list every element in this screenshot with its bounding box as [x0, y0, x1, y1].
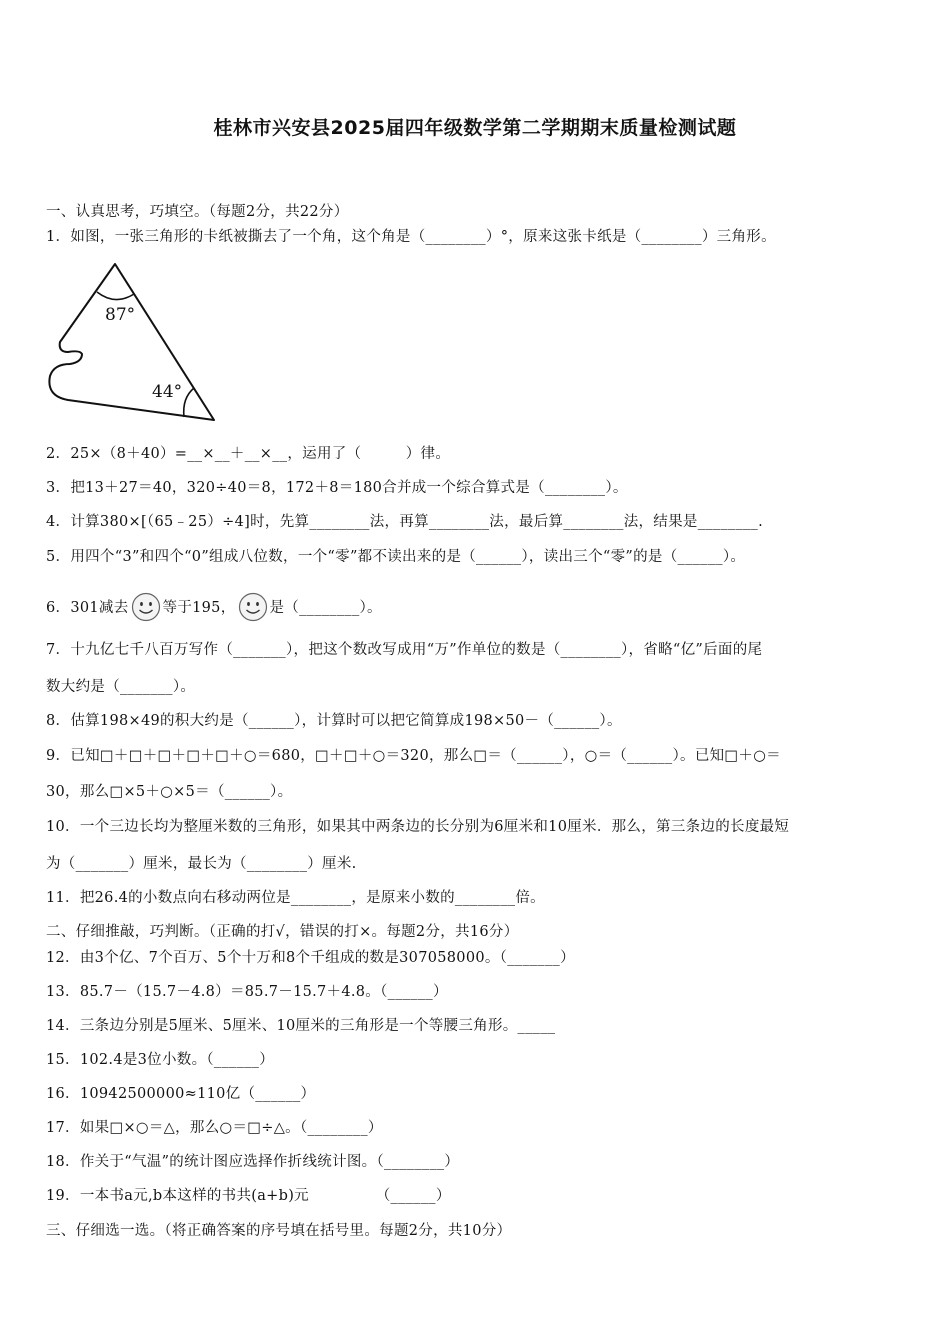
section-2-heading: 二、仔细推敲，巧判断。（正确的打√，错误的打×。每题2分，共16分）	[46, 924, 519, 940]
page-title: 桂林市兴安县2025届四年级数学第二学期期末质量检测试题	[213, 117, 737, 139]
section-1-heading: 一、认真思考，巧填空。（每题2分，共22分）	[46, 204, 349, 220]
question-1: 1．如图，一张三角形的卡纸被撕去了一个角，这个角是（________）°，原来这张卡纸是（________）三角形。	[46, 229, 776, 245]
question-16: 16．10942500000≈110亿（______）	[46, 1086, 316, 1102]
question-8: 8．估算198×49的积大约是（______），计算时可以把它简算成198×50－（______）。	[46, 713, 622, 729]
question-6-part1: 6．301减去	[46, 600, 129, 616]
question-6	[46, 592, 382, 622]
smiley-face-icon	[238, 592, 268, 622]
question-18: 18．作关于“气温”的统计图应选择作折线统计图。（________）	[46, 1154, 460, 1170]
question-2: 2．25×（8＋40）=__×__＋__×__，运用了（ ）律。	[46, 446, 451, 462]
torn-triangle-outline	[49, 264, 214, 420]
top-angle-arc	[97, 292, 134, 300]
question-10-line-1: 10．一个三边长均为整厘米数的三角形，如果其中两条边的长分别为6厘米和10厘米．那么，第三条边的长度最短	[46, 819, 790, 835]
angle-44-label: 44°	[152, 382, 183, 402]
section-3-heading: 三、仔细选一选。（将正确答案的序号填在括号里。每题2分，共10分）	[46, 1223, 512, 1239]
angle-87-label: 87°	[105, 305, 136, 325]
question-17: 17．如果□×○＝△，那么○＝□÷△。（________）	[46, 1120, 383, 1136]
question-7-line-1: 7．十九亿七千八百万写作（_______），把这个数改写成用“万”作单位的数是（________），省略“亿”后面的尾	[46, 642, 763, 658]
question-19: 19．一本书a元,b本这样的书共(a+b)元 （______）	[46, 1188, 451, 1204]
question-7-line-2: 数大约是（_______）。	[46, 679, 196, 695]
question-9-line-1: 9．已知□＋□＋□＋□＋□＋○＝680，□＋□＋○＝320，那么□＝（______），○＝（______）。已知□＋○＝	[46, 748, 781, 764]
question-4: 4．计算380×[（65﹣25）÷4]时，先算________法，再算________法，最后算________法，结果是________.	[46, 514, 763, 530]
question-9-line-2: 30，那么□×5＋○×5＝（______）。	[46, 784, 293, 800]
question-6-part3: 是（________）。	[269, 600, 382, 616]
question-10-line-2: 为（_______）厘米，最长为（________）厘米.	[46, 856, 357, 872]
torn-triangle-figure	[44, 258, 220, 428]
question-5: 5．用四个“3”和四个“0”组成八位数，一个“零”都不读出来的是（______），读出三个“零”的是（______）。	[46, 549, 746, 565]
question-11: 11．把26.4的小数点向右移动两位是________，是原来小数的________倍。	[46, 890, 545, 906]
question-15: 15．102.4是3位小数。（______）	[46, 1052, 275, 1068]
bottom-angle-arc	[184, 388, 194, 417]
question-13: 13．85.7－（15.7－4.8）＝85.7－15.7＋4.8。（______）	[46, 984, 448, 1000]
question-14: 14．三条边分别是5厘米、5厘米、10厘米的三角形是一个等腰三角形。_____	[46, 1018, 556, 1034]
question-12: 12．由3个亿、7个百万、5个十万和8个千组成的数是307058000。（_______）	[46, 950, 575, 966]
smiley-face-icon	[131, 592, 161, 622]
question-6-part2: 等于195，	[162, 600, 236, 616]
question-3: 3．把13＋27＝40，320÷40＝8，172＋8＝180合并成一个综合算式是（________）。	[46, 480, 628, 496]
